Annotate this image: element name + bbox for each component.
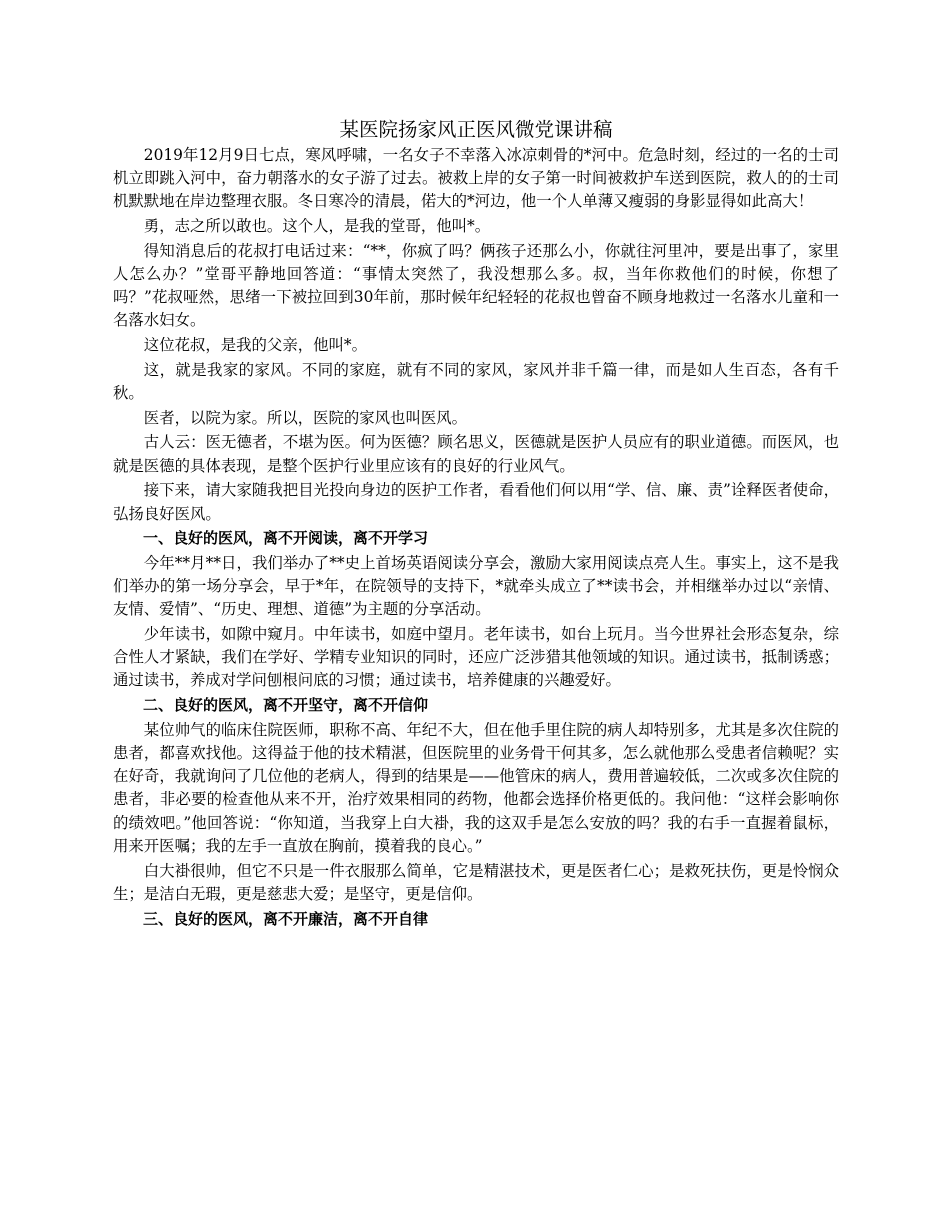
paragraph: 少年读书，如隙中窥月。中年读书，如庭中望月。老年读书，如台上玩月。当今世界社会形态复杂，综合性人才紧缺，我们在学好、学精专业知识的同时，还应广泛涉猎其他领域的知识。通过读书，抵制诱惑；通过读书，养成对学问刨根问底的习惯；通过读书，培养健康的兴趣爱好。 [113,625,839,690]
paragraph: 这，就是我家的家风。不同的家庭，就有不同的家风，家风并非千篇一律，而是如人生百态，各有千秋。 [113,360,839,403]
paragraph: 得知消息后的花叔打电话过来：“**，你疯了吗？俩孩子还那么小，你就往河里冲，要是出事了，家里人怎么办？”堂哥平静地回答道：“事情太突然了，我没想那么多。叔，当年你救他们的时候，你想了吗？”花叔哑然，思绪一下被拉回到30年前，那时候年纪轻轻的花叔也曾奋不顾身地救过一名落水儿童和一名落水妇女。 [113,241,839,330]
section-heading: 二、良好的医风，离不开坚守，离不开信仰 [143,696,429,715]
paragraph: 勇，志之所以敢也。这个人，是我的堂哥，他叫*。 [143,217,491,236]
paragraph: 医者，以院为家。所以，医院的家风也叫医风。 [143,408,468,427]
paragraph: 今年**月**日，我们举办了**史上首场英语阅读分享会，激励大家用阅读点亮人生。事实上，这不是我们举办的第一场分享会，早于*年，在院领导的支持下，*就牵头成立了**读书会，并相继举办过以“亲情、友情、爱情”、“历史、理想、道德”为主题的分享活动。 [113,553,839,619]
paragraph: 这位花叔，是我的父亲，他叫*。 [143,336,367,355]
paragraph: 某位帅气的临床住院医师，职称不高、年纪不大，但在他手里住院的病人却特别多，尤其是多次住院的患者，都喜欢找他。这得益于他的技术精湛，但医院里的业务骨干何其多，怎么就他那么受患者信赖呢？实在好奇，我就询问了几位他的老病人，得到的结果是——他管床的病人，费用普遍较低，二次或多次住院的患者，非必要的检查他从来不开，治疗效果相同的药物，他都会选择价格更低的。我问他：“这样会影响你的绩效吧。”他回答说：“你知道，当我穿上白大褂，我的这双手是怎么安放的吗？我的右手一直握着鼠标，用来开医嘱；我的左手一直放在胸前，摸着我的良心。” [113,720,839,855]
paragraph: 接下来，请大家随我把目光投向身边的医护工作者，看看他们何以用“学、信、廉、责”诠释医者使命，弘扬良好医风。 [113,481,839,523]
paragraph: 2019年12月9日七点，寒风呼啸，一名女子不幸落入冰凉刺骨的*河中。危急时刻，经过的一名的士司机立即跳入河中，奋力朝落水的女子游了过去。被救上岸的女子第一时间被救护车送到医院，救人的的士司机默默地在岸边整理衣服。冬日寒冷的清晨，偌大的*河边，他一个人单薄又瘦弱的身影显得如此高大！ [113,146,839,211]
document-content [113,116,839,932]
section-heading: 一、良好的医风，离不开阅读，离不开学习 [143,529,429,548]
document-title: 某医院扬家风正医风微党课讲稿 [339,118,613,141]
paragraph: 古人云：医无德者，不堪为医。何为医德？顾名思义，医德就是医护人员应有的职业道德。而医风，也就是医德的具体表现，是整个医护行业里应该有的良好的行业风气。 [113,433,839,475]
paragraph: 白大褂很帅，但它不只是一件衣服那么简单，它是精湛技术，更是医者仁心；是救死扶伤，更是怜悯众生；是洁白无瑕，更是慈悲大爱；是坚守，更是信仰。 [113,861,839,903]
section-heading: 三、良好的医风，离不开廉洁，离不开自律 [143,909,429,928]
